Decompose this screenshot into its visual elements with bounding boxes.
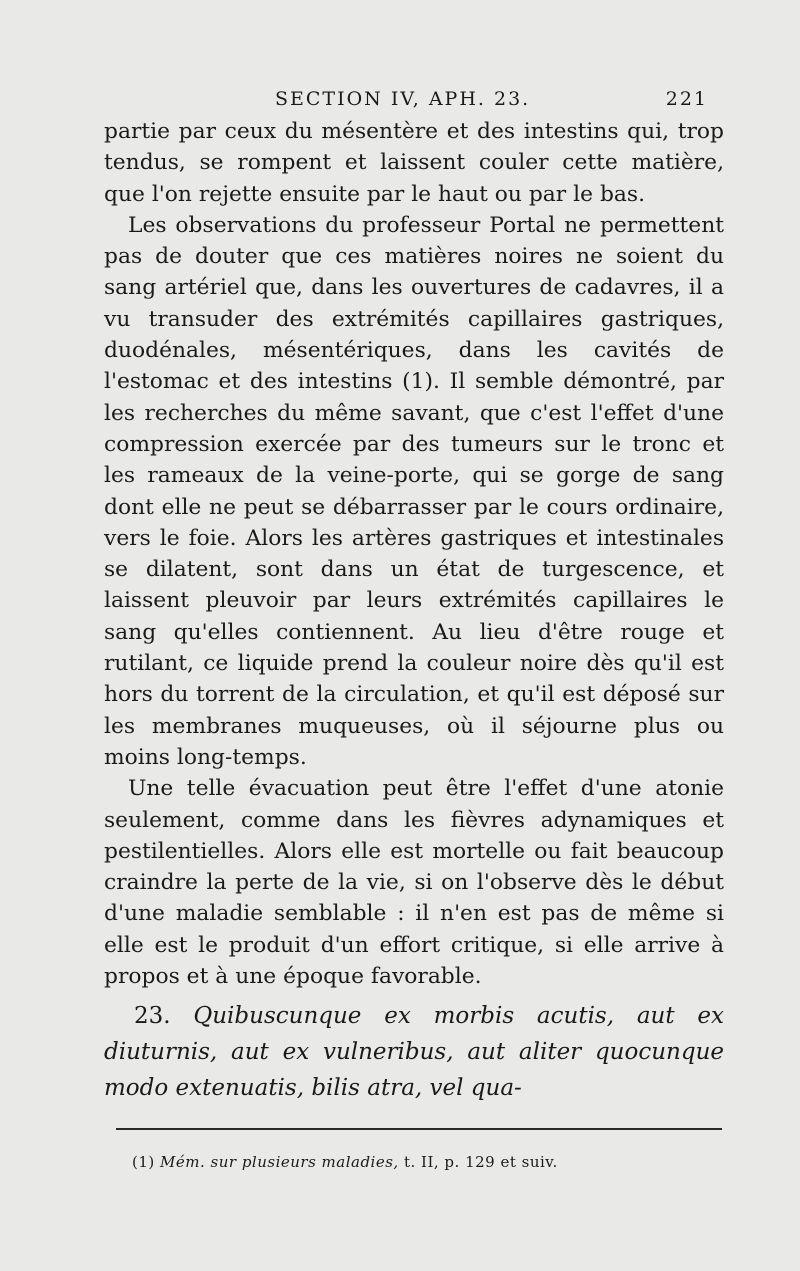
paragraph-evacuation: Une telle évacuation peut être l'effet d'une atonie seulement, comme dans les fièvres adynamiques et pestilentielles. Alors elle est mortelle ou fait beaucoup craindre la perte de la vie, si on l'observe dès le début d'une maladie semblable : il n'en est pas de même si elle est le produit d'un effort critique, si elle arrive à propos et à une époque favorable. — [104, 776, 724, 990]
footnote-reference: Mém. sur plusieurs maladies, — [160, 1153, 399, 1171]
page-header — [105, 88, 708, 118]
body-text — [104, 116, 724, 992]
footnote-marker: (1) — [132, 1153, 155, 1171]
page-number: 221 — [665, 88, 708, 110]
footnote-rest: t. II, p. 129 et suiv. — [403, 1153, 558, 1171]
footnote — [132, 1153, 722, 1171]
running-head: SECTION IV, APH. 23. — [275, 88, 531, 110]
paragraph-continuation: partie par ceux du mésentère et des intestins qui, trop tendus, se rompent et laissent couler cette matière, que l'on rejette ensuite par le haut ou par le bas. — [104, 119, 724, 207]
footnote-rule — [116, 1128, 722, 1130]
paragraph-portal-observations: Les observations du professeur Portal ne permettent pas de douter que ces matières noires ne soient du sang artériel que, dans les ouvertures de cadavres, il a vu transuder des extrémités capillaires gastriques, duodénales, mésentériques, dans les cavités de l'estomac et des intestins (1). Il semble démontré, par les recherches du même savant, que c'est l'effet d'une compression exercée par des tumeurs sur le tronc et les rameaux de la veine-porte, qui se gorge de sang dont elle ne peut se débarrasser par le cours ordinaire, vers le foie. Alors les artères gastriques et intestinales se dilatent, sont dans un état de turgescence, et laissent pleuvoir par leurs extrémités capillaires le sang qu'elles contiennent. Au lieu d'être rouge et rutilant, ce liquide prend la couleur noire dès qu'il est hors du torrent de la circulation, et qu'il est déposé sur les membranes muqueuses, où il séjourne plus ou moins long-temps. — [104, 212, 724, 770]
aphorism-text: Quibuscunque ex morbis acutis, aut ex diuturnis, aut ex vulneribus, aut aliter quocunque modo extenuatis, bilis atra, vel qua- — [104, 1003, 724, 1101]
aphorism-number: 23. — [134, 1003, 171, 1029]
aphorism-23 — [104, 998, 724, 1106]
